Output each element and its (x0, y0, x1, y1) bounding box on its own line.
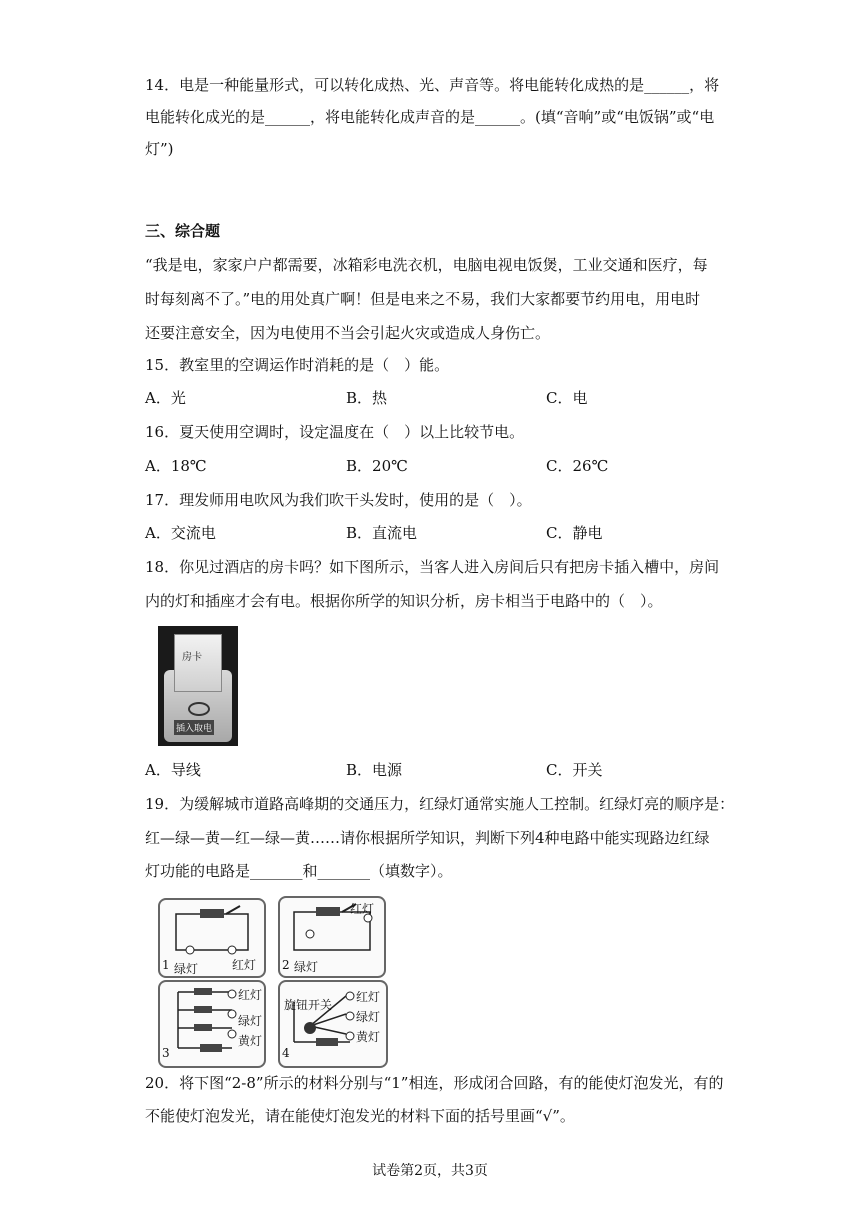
q17-stem: 17．理发师用电吹风为我们吹干头发时，使用的是（ ）。 (145, 491, 532, 509)
circuit-2-green-label: 绿灯 (294, 960, 319, 974)
q17-option-c: C．静电 (546, 524, 603, 542)
room-card-photo (158, 626, 238, 746)
q19-line-1: 19．为缓解城市道路高峰期的交通压力，红绿灯通常实施人工控制。红绿灯亮的顺序是： (145, 795, 735, 813)
q14-line-3: 灯”) (145, 140, 174, 158)
page-footer: 试卷第2页，共3页 (372, 1163, 488, 1179)
circuit-1-red-label: 红灯 (232, 958, 257, 972)
slot-logo-icon (188, 702, 210, 716)
circuit-4-green-label: 绿灯 (356, 1010, 381, 1024)
section-intro-line-2: 时每刻离不了。”电的用处真广啊！但是电来之不易，我们大家都要节约用电，用电时 (145, 290, 701, 308)
q18-line-2: 内的灯和插座才会有电。根据你所学的知识分析，房卡相当于电路中的（ ）。 (145, 592, 663, 610)
circuit-2-red-label: 红灯 (350, 902, 375, 916)
circuit-3-red-label: 红灯 (238, 988, 263, 1002)
circuit-4-red-label: 红灯 (356, 990, 381, 1004)
circuit-2-number: 2 (282, 958, 290, 972)
circuit-4-number: 4 (282, 1046, 290, 1060)
circuit-diagram-2 (278, 896, 386, 978)
q15-option-a: A．光 (145, 389, 186, 407)
circuit-3-number: 3 (162, 1046, 170, 1060)
section-intro-line-3: 还要注意安全，因为电使用不当会引起火灾或造成人身伤亡。 (145, 324, 551, 342)
q15-option-b: B．热 (346, 389, 388, 407)
q14-line-2: 电能转化成光的是______，将电能转化成声音的是______。(填“音响”或“电饭锅”或“电 (145, 108, 715, 126)
q15-option-c: C．电 (546, 389, 588, 407)
circuit-3-yellow-label: 黄灯 (238, 1034, 263, 1048)
q18-option-c: C．开关 (546, 761, 603, 779)
q16-option-c: C．26℃ (546, 457, 609, 475)
circuit-4-switch-label: 旋钮开关 (284, 998, 333, 1012)
q20-line-1: 20．将下图“2-8”所示的材料分别与“1”相连，形成闭合回路，有的能使灯泡发光，有的 (145, 1074, 724, 1092)
section-heading: 三、综合题 (145, 222, 221, 240)
q15-stem: 15．教室里的空调运作时消耗的是（ ）能。 (145, 356, 450, 374)
q20-line-2: 不能使灯泡发光，请在能使灯泡发光的材料下面的括号里画“√”。 (145, 1107, 575, 1125)
q16-option-a: A．18℃ (145, 457, 207, 475)
q18-line-1: 18．你见过酒店的房卡吗？如下图所示，当客人进入房间后只有把房卡插入槽中，房间 (145, 558, 720, 576)
q16-stem: 16．夏天使用空调时，设定温度在（ ）以上比较节电。 (145, 423, 525, 441)
circuit-3-green-label: 绿灯 (238, 1014, 263, 1028)
q16-option-b: B．20℃ (346, 457, 408, 475)
q18-option-b: B．电源 (346, 761, 403, 779)
circuit-1-number: 1 (162, 958, 170, 972)
q19-line-2: 红—绿—黄—红—绿—黄……请你根据所学知识，判断下列4种电路中能实现路边红绿 (145, 829, 710, 847)
circuit-4-yellow-label: 黄灯 (356, 1030, 381, 1044)
room-card-label: 房卡 (182, 652, 202, 663)
q14-line-1: 14．电是一种能量形式，可以转化成热、光、声音等。将电能转化成热的是______，将 (145, 76, 720, 94)
slot-label: 插入取电 (174, 720, 214, 735)
circuit-diagram-4 (278, 980, 388, 1068)
circuit-diagram-1 (158, 898, 266, 978)
room-card (174, 634, 222, 692)
circuit-1-green-label: 绿灯 (174, 962, 199, 976)
q17-option-b: B．直流电 (346, 524, 418, 542)
circuit-diagram-3 (158, 980, 266, 1068)
q18-option-a: A．导线 (145, 761, 201, 779)
q17-option-a: A．交流电 (145, 524, 216, 542)
section-intro-line-1: “我是电，家家户户都需要，冰箱彩电洗衣机，电脑电视电饭煲，工业交通和医疗，每 (145, 256, 708, 274)
q19-line-3: 灯功能的电路是_______和_______（填数字）。 (145, 862, 453, 880)
